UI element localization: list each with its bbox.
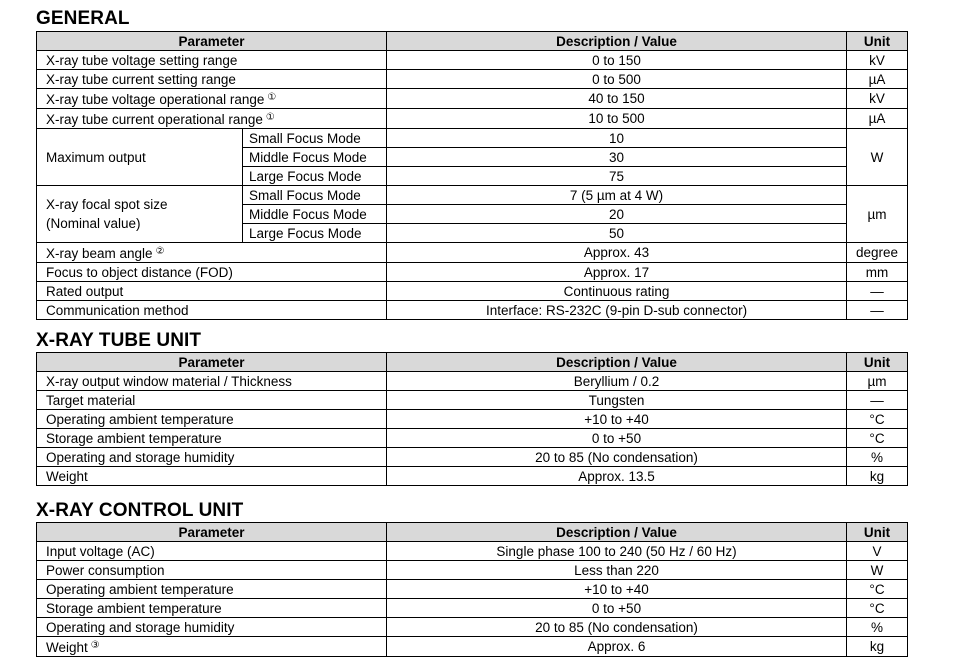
- param-cell: Weight: [37, 467, 387, 486]
- unit-cell: kV: [847, 89, 908, 109]
- unit-cell: W: [847, 561, 908, 580]
- table-row: [37, 448, 908, 467]
- focus-mode-cell: Small Focus Mode: [243, 129, 387, 148]
- unit-cell: —: [847, 282, 908, 301]
- focus-mode-cell: Middle Focus Mode: [243, 148, 387, 167]
- table-row: [37, 580, 908, 599]
- control-unit-spec-table: [36, 522, 908, 657]
- value-cell: Approx. 6: [387, 637, 847, 657]
- value-cell: 50: [387, 224, 847, 243]
- param-cell: Operating ambient temperature: [37, 410, 387, 429]
- param-text: X-ray tube current operational range: [46, 112, 263, 127]
- value-cell: 20 to 85 (No condensation): [387, 618, 847, 637]
- focus-mode-cell: Small Focus Mode: [243, 186, 387, 205]
- value-cell: 10 to 500: [387, 109, 847, 129]
- value-cell: Continuous rating: [387, 282, 847, 301]
- param-cell-focal-spot: [37, 186, 243, 243]
- tube-unit-spec-table: [36, 352, 908, 486]
- footnote-marker: ③: [90, 640, 100, 651]
- param-cell: Storage ambient temperature: [37, 599, 387, 618]
- value-cell: 40 to 150: [387, 89, 847, 109]
- param-cell: X-ray output window material / Thickness: [37, 372, 387, 391]
- param-cell: [37, 243, 387, 263]
- value-cell: 30: [387, 148, 847, 167]
- header-unit: Unit: [847, 353, 908, 372]
- param-cell: Communication method: [37, 301, 387, 320]
- unit-cell: °C: [847, 410, 908, 429]
- table-row: [37, 129, 908, 148]
- param-cell: [37, 89, 387, 109]
- table-row: [37, 637, 908, 657]
- focus-mode-cell: Large Focus Mode: [243, 167, 387, 186]
- header-description: Description / Value: [387, 32, 847, 51]
- table-row: [37, 542, 908, 561]
- param-cell-max-output: Maximum output: [37, 129, 243, 186]
- value-cell: Approx. 17: [387, 263, 847, 282]
- value-cell: 0 to 500: [387, 70, 847, 89]
- value-cell: 0 to +50: [387, 599, 847, 618]
- unit-cell: —: [847, 301, 908, 320]
- value-cell: Approx. 13.5: [387, 467, 847, 486]
- param-cell: Target material: [37, 391, 387, 410]
- unit-cell: %: [847, 618, 908, 637]
- header-parameter: Parameter: [37, 353, 387, 372]
- table-row: [37, 89, 908, 109]
- unit-cell: V: [847, 542, 908, 561]
- unit-cell: °C: [847, 429, 908, 448]
- table-row: [37, 372, 908, 391]
- param-cell: Storage ambient temperature: [37, 429, 387, 448]
- value-cell: Less than 220: [387, 561, 847, 580]
- table-row: [37, 70, 908, 89]
- unit-cell: µA: [847, 109, 908, 129]
- param-cell: X-ray tube voltage setting range: [37, 51, 387, 70]
- param-cell: X-ray tube current setting range: [37, 70, 387, 89]
- value-cell: 75: [387, 167, 847, 186]
- section-title-tube-unit: X-RAY TUBE UNIT: [36, 330, 202, 351]
- table-row: [37, 243, 908, 263]
- unit-cell: kg: [847, 467, 908, 486]
- footnote-marker: ①: [267, 92, 277, 103]
- param-cell: [37, 109, 387, 129]
- header-parameter: Parameter: [37, 32, 387, 51]
- header-description: Description / Value: [387, 523, 847, 542]
- unit-cell: kV: [847, 51, 908, 70]
- table-row: [37, 410, 908, 429]
- value-cell: +10 to +40: [387, 580, 847, 599]
- section-title-general: GENERAL: [36, 8, 130, 29]
- unit-cell: kg: [847, 637, 908, 657]
- param-cell: Power consumption: [37, 561, 387, 580]
- table-row: [37, 51, 908, 70]
- param-text: X-ray beam angle: [46, 246, 153, 261]
- value-cell: Interface: RS-232C (9-pin D-sub connector): [387, 301, 847, 320]
- table-header-row: [37, 353, 908, 372]
- unit-cell: %: [847, 448, 908, 467]
- value-cell: 10: [387, 129, 847, 148]
- unit-cell: µA: [847, 70, 908, 89]
- header-parameter: Parameter: [37, 523, 387, 542]
- footnote-marker: ①: [265, 112, 275, 123]
- param-cell: Focus to object distance (FOD): [37, 263, 387, 282]
- table-row: [37, 301, 908, 320]
- param-cell: Operating ambient temperature: [37, 580, 387, 599]
- header-description: Description / Value: [387, 353, 847, 372]
- unit-cell: °C: [847, 580, 908, 599]
- param-text: X-ray tube voltage operational range: [46, 92, 265, 107]
- unit-cell: —: [847, 391, 908, 410]
- value-cell: 20 to 85 (No condensation): [387, 448, 847, 467]
- param-cell: [37, 637, 387, 657]
- table-row: [37, 618, 908, 637]
- header-unit: Unit: [847, 523, 908, 542]
- table-row: [37, 109, 908, 129]
- table-header-row: [37, 32, 908, 51]
- table-row: [37, 467, 908, 486]
- table-row: [37, 186, 908, 205]
- value-cell: +10 to +40: [387, 410, 847, 429]
- unit-cell: °C: [847, 599, 908, 618]
- unit-cell: mm: [847, 263, 908, 282]
- section-title-control-unit: X-RAY CONTROL UNIT: [36, 500, 244, 521]
- footnote-marker: ②: [155, 246, 165, 257]
- table-row: [37, 599, 908, 618]
- param-cell: Operating and storage humidity: [37, 618, 387, 637]
- unit-cell: µm: [847, 372, 908, 391]
- param-cell: Operating and storage humidity: [37, 448, 387, 467]
- param-text: (Nominal value): [46, 216, 141, 231]
- table-row: [37, 391, 908, 410]
- value-cell: 20: [387, 205, 847, 224]
- table-header-row: [37, 523, 908, 542]
- value-cell: Tungsten: [387, 391, 847, 410]
- focus-mode-cell: Middle Focus Mode: [243, 205, 387, 224]
- value-cell: Single phase 100 to 240 (50 Hz / 60 Hz): [387, 542, 847, 561]
- param-cell: Input voltage (AC): [37, 542, 387, 561]
- value-cell: 7 (5 µm at 4 W): [387, 186, 847, 205]
- param-text: Weight: [46, 640, 88, 655]
- table-row: [37, 263, 908, 282]
- value-cell: Approx. 43: [387, 243, 847, 263]
- unit-cell: degree: [847, 243, 908, 263]
- value-cell: 0 to 150: [387, 51, 847, 70]
- unit-cell: W: [847, 129, 908, 186]
- unit-cell: µm: [847, 186, 908, 243]
- focus-mode-cell: Large Focus Mode: [243, 224, 387, 243]
- table-row: [37, 561, 908, 580]
- value-cell: 0 to +50: [387, 429, 847, 448]
- header-unit: Unit: [847, 32, 908, 51]
- param-cell: Rated output: [37, 282, 387, 301]
- general-spec-table: [36, 31, 908, 320]
- table-row: [37, 429, 908, 448]
- value-cell: Beryllium / 0.2: [387, 372, 847, 391]
- param-text: X-ray focal spot size: [46, 197, 168, 212]
- table-row: [37, 282, 908, 301]
